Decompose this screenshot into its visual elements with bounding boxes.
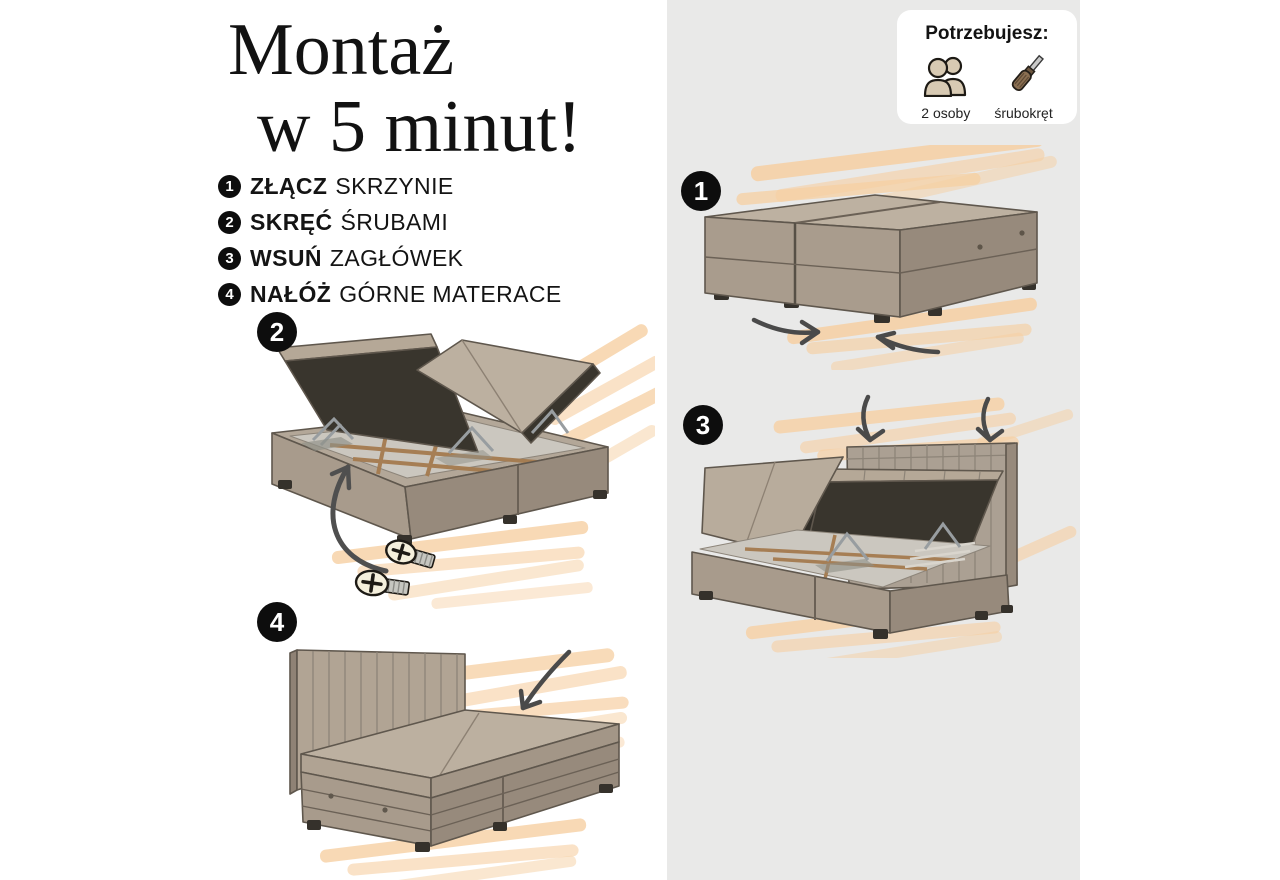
requirements-items	[897, 51, 1077, 121]
requirement-screwdriver	[994, 51, 1052, 121]
illustration-badge-3: 3	[683, 405, 723, 445]
screwdriver-icon	[1001, 51, 1047, 102]
illustration-badge-2: 2	[257, 312, 297, 352]
step-2-illustration	[235, 312, 655, 612]
step-1-object: SKRZYNIE	[335, 172, 454, 199]
step-4-action: NAŁÓŻ	[250, 280, 332, 307]
step-1-illustration	[678, 145, 1080, 370]
illustration-badge-4: 4	[257, 602, 297, 642]
step-item-4	[218, 276, 562, 312]
step-3-object: ZAGŁÓWEK	[329, 244, 464, 271]
step-item-2	[218, 204, 562, 240]
step-4-object: GÓRNE MATERACE	[339, 280, 562, 307]
screwdriver-label: śrubokręt	[994, 105, 1053, 121]
step-2-object: ŚRUBAMI	[340, 208, 449, 235]
step-3-action: WSUŃ	[250, 244, 322, 271]
step-3-illustration	[675, 383, 1080, 658]
step-3-number-badge: 3	[218, 247, 241, 270]
step-1-action: ZŁĄCZ	[250, 172, 328, 199]
requirement-people	[921, 55, 970, 121]
step-item-3	[218, 240, 562, 276]
step-4-illustration	[235, 608, 665, 880]
requirements-card	[897, 10, 1077, 124]
requirements-title: Potrzebujesz:	[925, 23, 1049, 44]
step-4-number-badge: 4	[218, 283, 241, 306]
step-1-number-badge: 1	[218, 175, 241, 198]
step-item-1	[218, 168, 562, 204]
closed-bed-boxes	[705, 195, 1037, 317]
page-title-line1: Montaż	[228, 9, 455, 91]
two-people-icon	[923, 55, 969, 102]
step-2-number-badge: 2	[218, 211, 241, 234]
people-label: 2 osoby	[921, 105, 971, 121]
page-title-line2: w 5 minut!	[257, 86, 582, 168]
steps-list	[218, 168, 562, 312]
step-2-action: SKRĘĆ	[250, 208, 333, 235]
illustration-badge-1: 1	[681, 171, 721, 211]
